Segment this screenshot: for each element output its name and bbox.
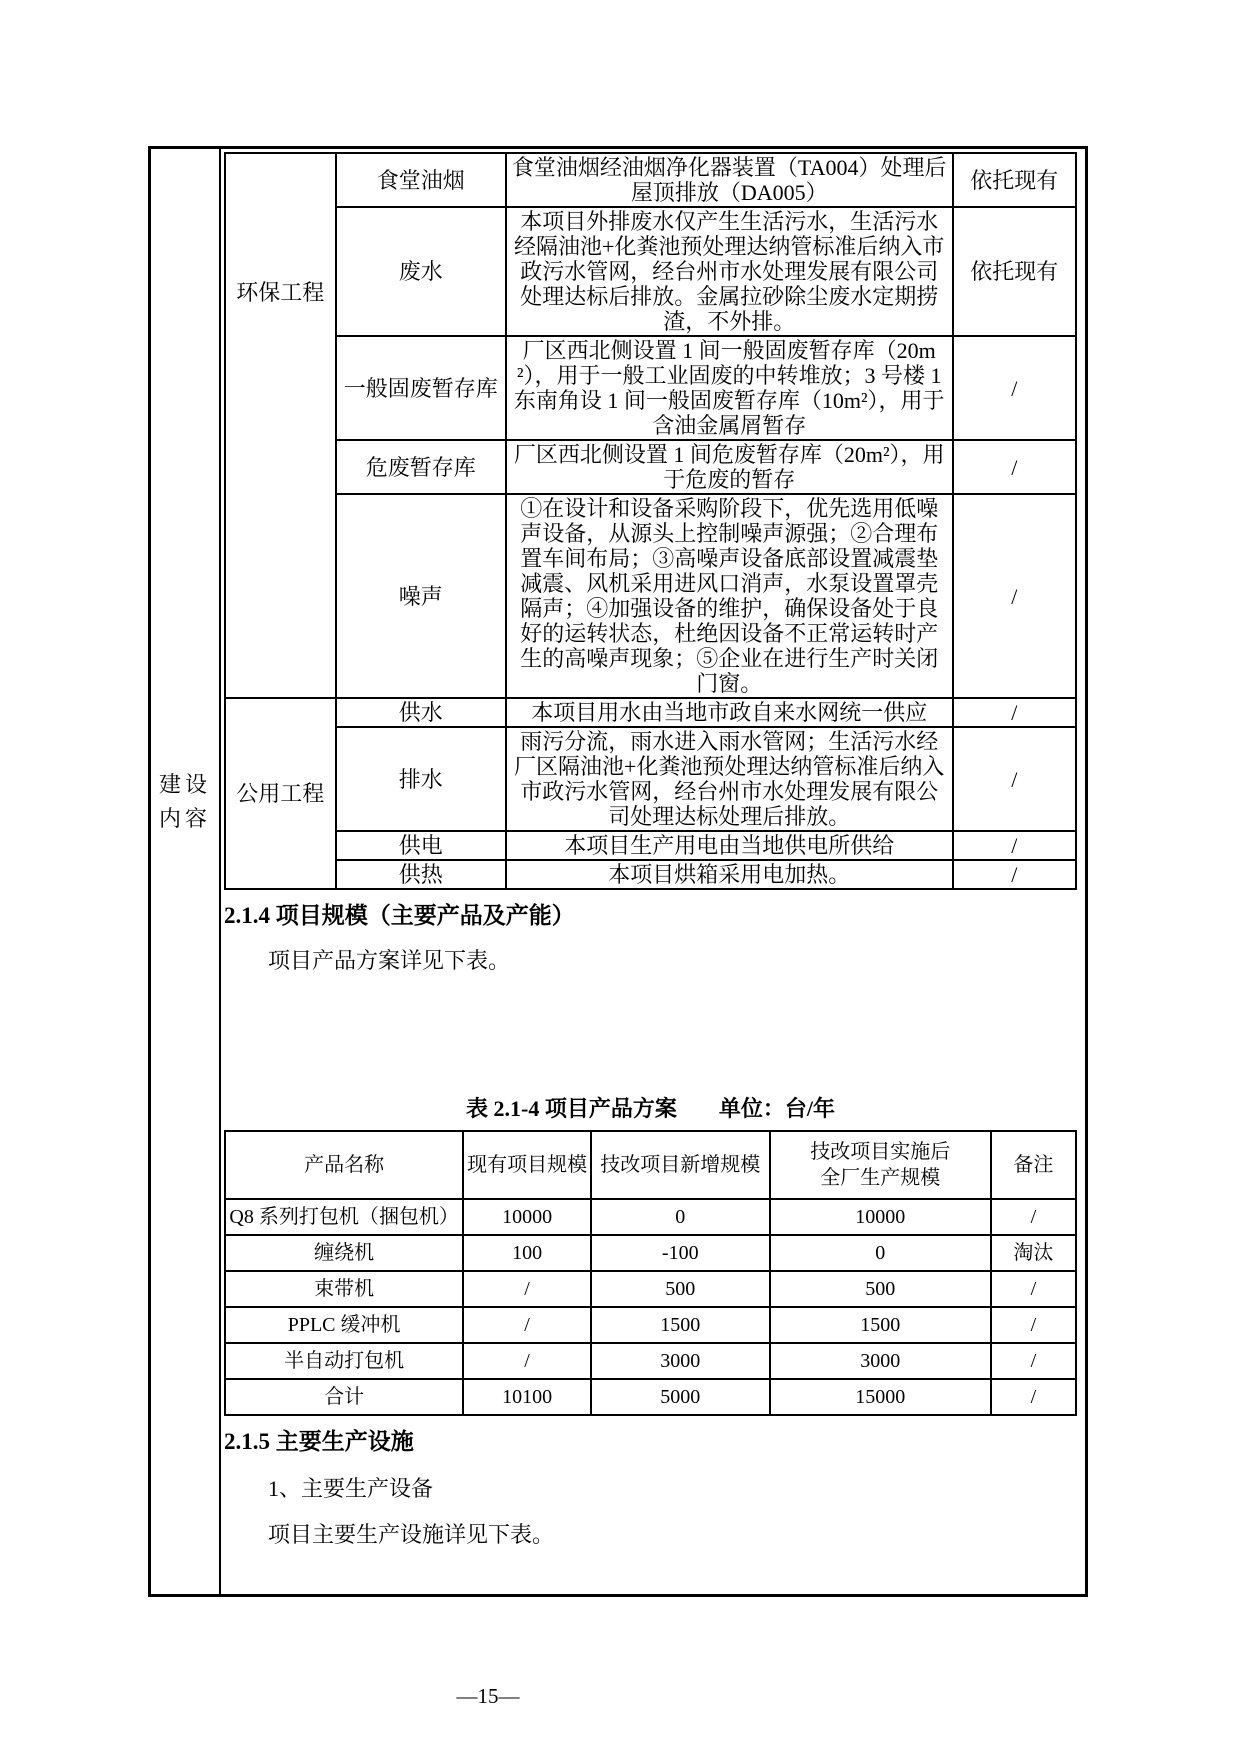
col-header-existing-scale: 现有项目规模 [463,1131,591,1199]
table-row [225,494,1076,698]
product-name: PPLC 缓冲机 [225,1307,463,1343]
total-scale: 1500 [770,1307,991,1343]
col-header-added-scale: 技改项目新增规模 [591,1131,770,1199]
works-remark: / [953,440,1076,494]
section-heading-2-1-5: 2.1.5 主要生产设施 [224,1429,414,1454]
works-item: 供电 [336,831,506,860]
works-remark: 依托现有 [953,207,1076,336]
works-description: 本项目烘箱采用电加热。 [506,860,953,889]
works-item: 噪声 [336,494,506,698]
works-item: 废水 [336,207,506,336]
works-item: 危废暂存库 [336,440,506,494]
remark: 淘汰 [991,1235,1076,1271]
table-caption-name: 项目产品方案 [539,1096,677,1121]
col-header-total-scale-line1: 技改项目实施后 [810,1141,951,1163]
added-scale: -100 [591,1235,770,1271]
added-scale: 0 [591,1199,770,1235]
col-header-product-name: 产品名称 [225,1131,463,1199]
remark: / [991,1271,1076,1307]
product-table-caption [224,1094,1077,1124]
works-description: 本项目生产用电由当地供电所供给 [506,831,953,860]
existing-scale: 10100 [463,1379,591,1415]
table-row [225,1199,1076,1235]
table-row [225,1235,1076,1271]
table-row [225,440,1076,494]
section-heading-2-1-4: 2.1.4 项目规模（主要产品及产能） [224,903,575,928]
table-caption-label: 表 2.1-4 [466,1096,540,1121]
works-remark: / [953,698,1076,727]
works-description: 本项目用水由当地市政自来水网统一供应 [506,698,953,727]
works-remark: 依托现有 [953,153,1076,207]
row-header-construction-content [151,149,221,1594]
product-name: 束带机 [225,1271,463,1307]
table-row [225,1379,1076,1415]
total-scale: 3000 [770,1343,991,1379]
page-number: —15— [456,1684,520,1708]
works-description: 食堂油烟经油烟净化器装置（TA004）处理后屋顶排放（DA005） [506,153,953,207]
table-row [225,1343,1076,1379]
total-scale: 500 [770,1271,991,1307]
existing-scale: 100 [463,1235,591,1271]
works-remark: / [953,860,1076,889]
total-scale: 10000 [770,1199,991,1235]
added-scale: 500 [591,1271,770,1307]
added-scale: 1500 [591,1307,770,1343]
table-row [225,1307,1076,1343]
product-table-header-row [225,1131,1076,1199]
works-item: 供水 [336,698,506,727]
product-name: 合计 [225,1379,463,1415]
table-row [225,831,1076,860]
remark: / [991,1379,1076,1415]
table-row [225,153,1076,207]
works-remark: / [953,494,1076,698]
existing-scale: / [463,1271,591,1307]
product-name: 缠绕机 [225,1235,463,1271]
added-scale: 3000 [591,1343,770,1379]
construction-content-label: 建设内容 [158,771,211,831]
works-category: 环保工程 [225,153,336,698]
table-row [225,860,1076,889]
works-item: 食堂油烟 [336,153,506,207]
remark: / [991,1307,1076,1343]
works-remark: / [953,831,1076,860]
total-scale: 0 [770,1235,991,1271]
total-scale: 15000 [770,1379,991,1415]
works-item: 排水 [336,727,506,831]
existing-scale: / [463,1343,591,1379]
works-description: 雨污分流，雨水进入雨水管网；生活污水经厂区隔油池+化粪池预处理达纳管标准后纳入市政污水管网，经台州市水处理发展有限公司处理达标处理后排放。 [506,727,953,831]
col-header-remark: 备注 [991,1131,1076,1199]
added-scale: 5000 [591,1379,770,1415]
remark: / [991,1199,1076,1235]
works-remark: / [953,336,1076,440]
product-name: 半自动打包机 [225,1343,463,1379]
table-row [225,336,1076,440]
section-2-1-5-paragraph: 项目主要生产设施详见下表。 [268,1522,555,1547]
works-description: ①在设计和设备采购阶段下，优先选用低噪声设备，从源头上控制噪声源强；②合理布置车间布局；③高噪声设备底部设置减震垫减震、风机采用进风口消声，水泵设置罩壳隔声；④加强设备的维护，确保设备处于良好的运转状态，杜绝因设备不正常运转时产生的高噪声现象；⑤企业在进行生产时关闭门窗。 [506,494,953,698]
table-row [225,727,1076,831]
col-header-total-scale [770,1131,991,1199]
works-description: 厂区西北侧设置 1 间一般固废暂存库（20m²），用于一般工业固废的中转堆放；3 号楼 1 东南角设 1 间一般固废暂存库（10m²），用于含油金属屑暂存 [506,336,953,440]
works-description: 本项目外排废水仅产生生活污水，生活污水经隔油池+化粪池预处理达纳管标准后纳入市政污水管网，经台州市水处理发展有限公司处理达标后排放。金属拉砂除尘废水定期捞渣，不外排。 [506,207,953,336]
works-item: 供热 [336,860,506,889]
table-row [225,207,1076,336]
section-2-1-4-paragraph: 项目产品方案详见下表。 [268,948,511,973]
existing-scale: / [463,1307,591,1343]
project-works-table [224,152,1077,890]
works-item: 一般固废暂存库 [336,336,506,440]
construction-content-table [148,146,1088,1597]
col-header-total-scale-line2: 全厂生产规模 [820,1167,941,1189]
product-name: Q8 系列打包机（捆包机） [225,1199,463,1235]
existing-scale: 10000 [463,1199,591,1235]
table-row [225,698,1076,727]
remark: / [991,1343,1076,1379]
works-remark: / [953,727,1076,831]
construction-content-body [221,149,1085,1594]
works-category: 公用工程 [225,698,336,889]
section-2-1-5-list-item: 1、主要生产设备 [268,1476,434,1501]
table-row [225,1271,1076,1307]
works-description: 厂区西北侧设置 1 间危废暂存库（20m²），用于危废的暂存 [506,440,953,494]
product-plan-table [224,1130,1077,1416]
table-caption-unit: 单位：台/年 [718,1096,835,1121]
